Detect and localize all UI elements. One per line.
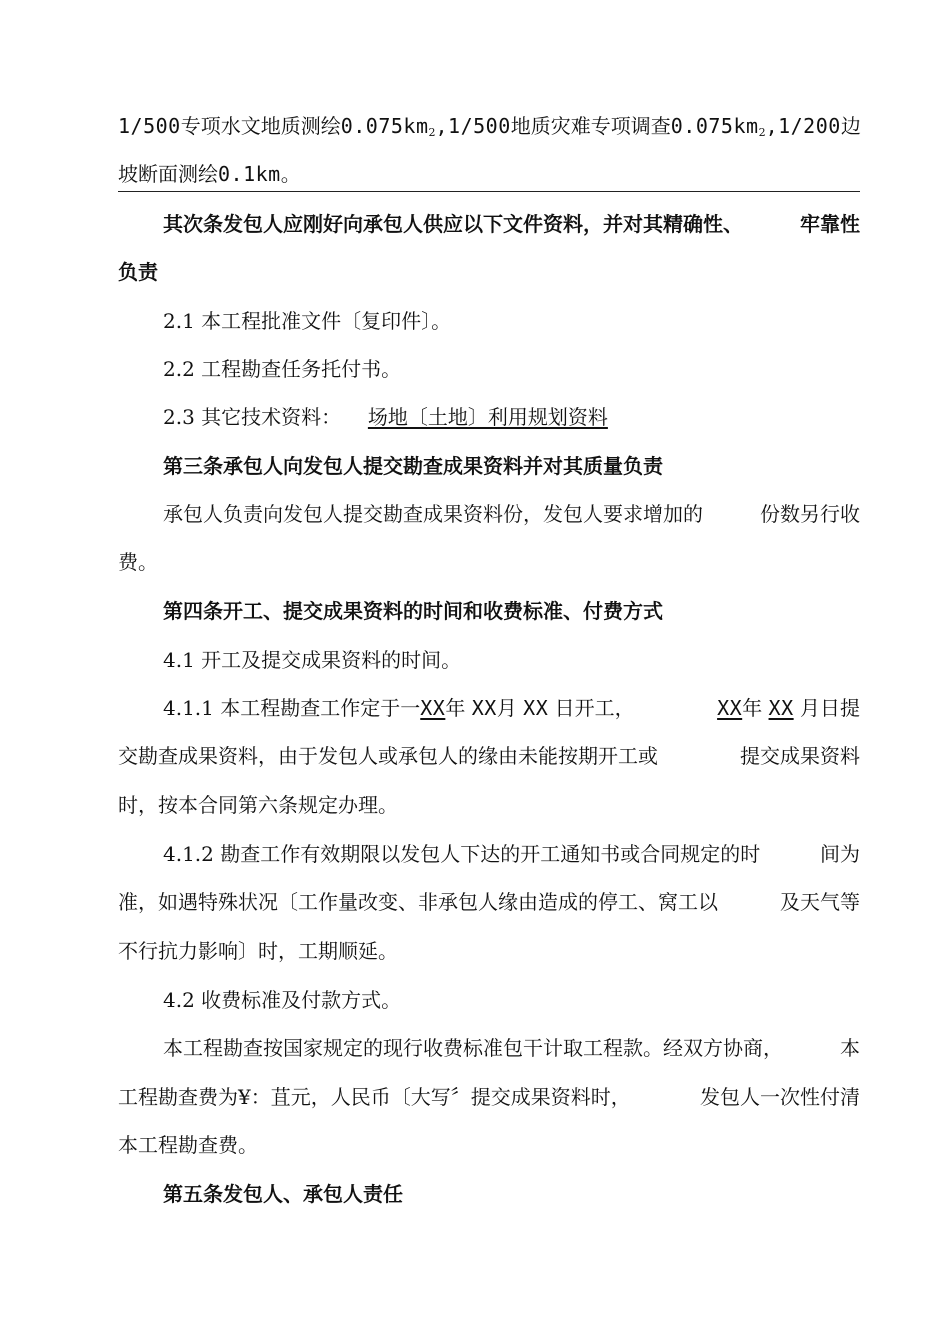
- scale-text: ,1/200: [765, 114, 841, 138]
- placeholder-month: XX: [768, 696, 794, 720]
- scale-text: 1/500: [118, 114, 181, 138]
- fee-text: 工程勘查费为¥：苴元，人民币〔大写〞提交成果资料时，: [118, 1085, 631, 1109]
- year-label: 年: [742, 696, 763, 720]
- item-4-1-2-end: 不行抗力影响〕时，工期顺延。: [118, 939, 398, 963]
- fee-paragraph-end: 本工程勘查费。: [118, 1133, 258, 1157]
- item-4-1-2-cont: [118, 888, 860, 916]
- survey-scope-line-1: [118, 112, 860, 147]
- article-3-body: [163, 500, 860, 528]
- article-2-title-text: 牢靠性: [800, 212, 860, 236]
- item-2-3-label: 2.3 其它技术资料：: [163, 405, 342, 429]
- item-4-1-1: [163, 694, 860, 722]
- header-rule: [118, 191, 860, 192]
- area-text: 0.075km: [340, 114, 429, 138]
- fee-text: 发包人一次性付清: [700, 1085, 860, 1109]
- item-4-1-2-text: 及天气等: [780, 890, 860, 914]
- superscript: 2: [758, 126, 766, 139]
- fee-paragraph-cont: [118, 1083, 860, 1111]
- article-2-title-text: 其次条发包人应刚好向承包人供应以下文件资料，并对其精确性、: [163, 212, 743, 236]
- placeholder-year: XX: [717, 696, 743, 720]
- article-3-body-text: 份数另行收: [760, 502, 860, 526]
- item-2-1: 2.1 本工程批准文件〔复印件〕。: [163, 309, 452, 333]
- item-4-1-1-cont: [118, 742, 860, 770]
- submit-label: 月日提: [800, 696, 860, 720]
- area-text: 0.075km: [670, 114, 759, 138]
- article-3-body-text: 承包人负责向发包人提交勘查成果资料份，发包人要求增加的: [163, 502, 703, 526]
- survey-text: 地质灾难专项调查: [510, 114, 671, 138]
- item-4-1-1-end: 时，按本合同第六条规定办理。: [118, 793, 398, 817]
- article-3-body-cont: 费。: [118, 550, 158, 574]
- item-4-1-2-text: 4.1.2 勘查工作有效期限以发包人下达的开工通知书或合同规定的时: [163, 842, 761, 866]
- fee-text: 本工程勘查按国家规定的现行收费标准包干计取工程款。经双方协商，: [163, 1036, 783, 1060]
- article-4-title: 第四条开工、提交成果资料的时间和收费标准、付费方式: [163, 599, 663, 623]
- item-2-2: 2.2 工程勘查任务托付书。: [163, 357, 402, 381]
- survey-text: 边: [840, 114, 861, 138]
- fee-text: 本: [840, 1036, 860, 1060]
- article-3-title: 第三条承包人向发包人提交勘查成果资料并对其质量负责: [163, 454, 663, 478]
- period: 。: [280, 162, 301, 186]
- item-4-1-1-text: 提交成果资料: [740, 744, 860, 768]
- article-2-title: [163, 210, 860, 238]
- month-label: 月: [496, 696, 517, 720]
- article-2-title-cont: 负责: [118, 260, 158, 284]
- start-label: 日开工，: [554, 696, 635, 720]
- item-4-2: 4.2 收费标准及付款方式。: [163, 988, 402, 1012]
- superscript: 2: [428, 126, 436, 139]
- item-2-3-value: 场地〔土地〕利用规划资料: [367, 405, 608, 429]
- item-4-1: 4.1 开工及提交成果资料的时间。: [163, 648, 462, 672]
- survey-text: 坡断面测绘: [118, 162, 218, 186]
- scale-text: ,1/500: [435, 114, 511, 138]
- item-2-3: [163, 403, 860, 431]
- article-5-title: 第五条发包人、承包人责任: [163, 1182, 403, 1206]
- fee-paragraph: [163, 1034, 860, 1062]
- placeholder-year: XX: [420, 696, 446, 720]
- item-4-1-2-text: 间为: [820, 842, 860, 866]
- length-text: 0.1km: [218, 162, 281, 186]
- year-label: 年: [445, 696, 466, 720]
- survey-text: 专项水文地质测绘: [180, 114, 341, 138]
- item-4-1-2: [163, 840, 860, 868]
- item-4-1-1-text: 交勘查成果资料，由于发包人或承包人的缘由未能按期开工或: [118, 744, 658, 768]
- placeholder-month: XX: [471, 696, 497, 720]
- placeholder-day: XX: [523, 696, 549, 720]
- item-4-1-1-text: 4.1.1 本工程勘查工作定于一: [163, 696, 421, 720]
- survey-scope-line-2: [118, 160, 860, 188]
- item-4-1-2-text: 准，如遇特殊状况〔工作量改变、非承包人缘由造成的停工、窝工以: [118, 890, 718, 914]
